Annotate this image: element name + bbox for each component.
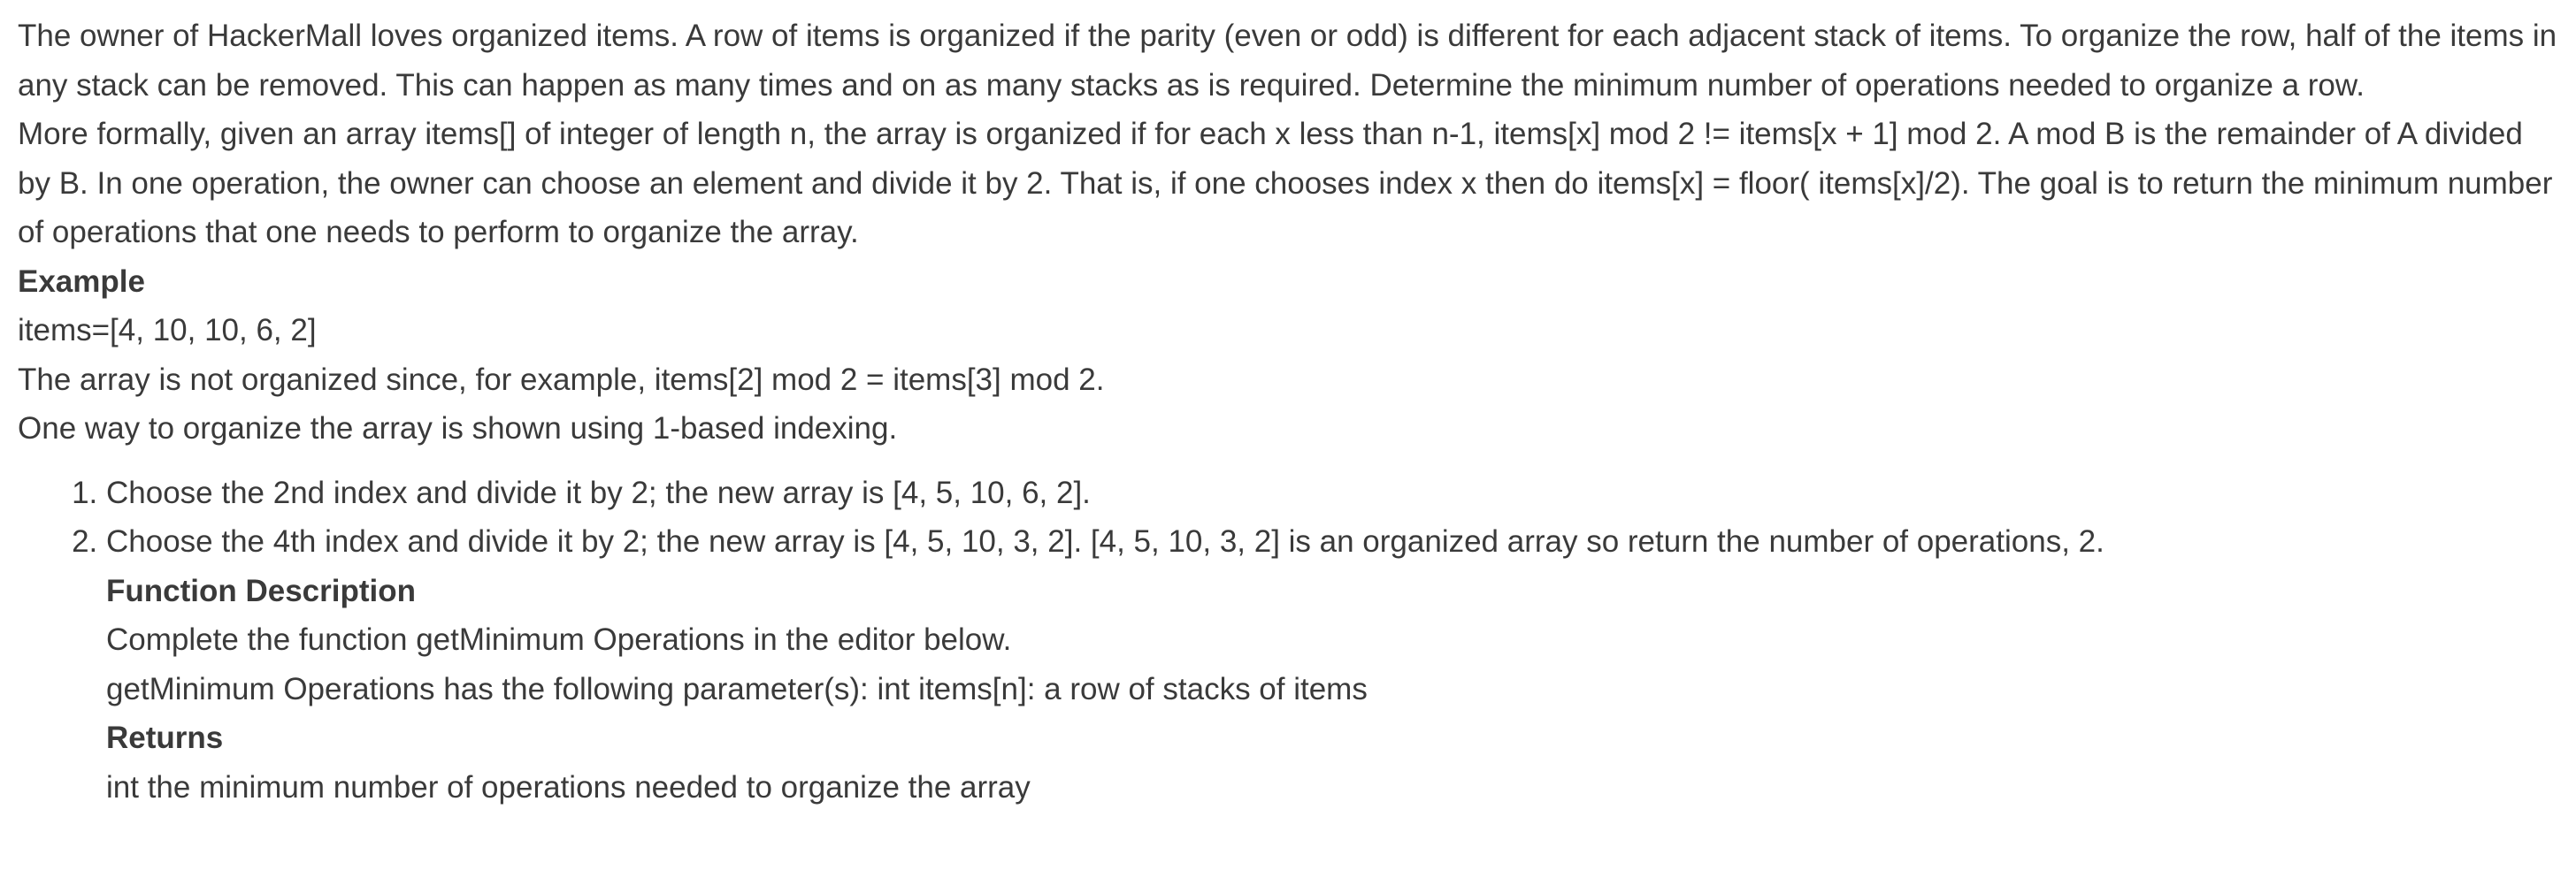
- function-description-text: Complete the function getMinimum Operations in the editor below.: [106, 622, 1012, 657]
- step-text: Choose the 4th index and divide it by 2; the new array is [4, 5, 10, 3, 2]. [4, 5, 10, 3, 2] is an organized array so return the number of operations, 2.: [106, 524, 2104, 559]
- returns-heading: Returns: [106, 721, 224, 755]
- step-item: [106, 517, 2558, 812]
- example-approach: One way to organize the array is shown using 1-based indexing.: [18, 411, 898, 446]
- example-explanation: The array is not organized since, for example, items[2] mod 2 = items[3] mod 2.: [18, 362, 1105, 397]
- function-parameters-text: getMinimum Operations has the following parameter(s): int items[n]: a row of stacks of items: [106, 671, 1368, 706]
- intro-paragraph: The owner of HackerMall loves organized items. A row of items is organized if the parity (even or odd) is different for each adjacent stack of items. To organize the row, half of the items in any stack can be removed. This can happen as many times and on as many stacks as is required. Determine the minimum number of operations needed to organize a row.: [18, 19, 2557, 103]
- step-item: [106, 469, 2558, 518]
- returns-text: int the minimum number of operations needed to organize the array: [106, 769, 1031, 805]
- steps-list: [18, 469, 2558, 813]
- problem-statement: [18, 11, 2558, 812]
- example-heading: Example: [18, 263, 145, 299]
- example-input: items=[4, 10, 10, 6, 2]: [18, 313, 317, 347]
- formal-definition-paragraph: More formally, given an array items[] of integer of length n, the array is organized if for each x less than n-1, items[x] mod 2 != items[x + 1] mod 2. A mod B is the remainder of A divided by B. In one operation, the owner can choose an element and divide it by 2. That is, if one chooses index x then do items[x] = floor( items[x]/2). The goal is to return the minimum number of operations that one needs to perform to organize the array.: [18, 117, 2553, 249]
- step-text: Choose the 2nd index and divide it by 2; the new array is [4, 5, 10, 6, 2].: [106, 475, 1091, 510]
- function-description-heading: Function Description: [106, 573, 416, 608]
